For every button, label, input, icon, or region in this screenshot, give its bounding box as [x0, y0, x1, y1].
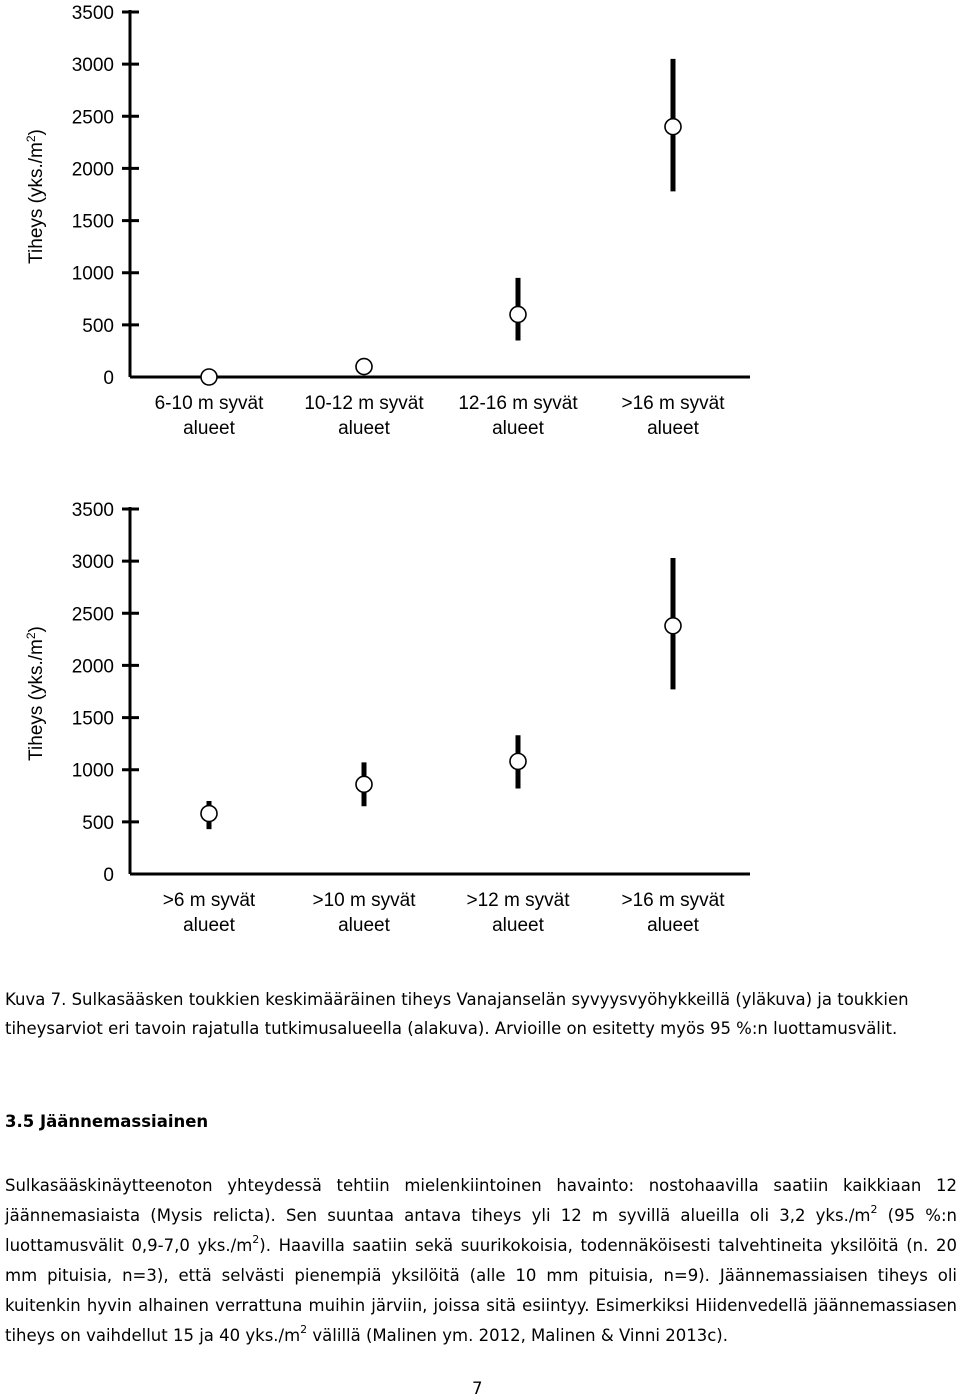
- page-number: 7: [472, 1379, 483, 1398]
- data-point-marker: [356, 776, 372, 792]
- superscript: 2: [870, 1203, 878, 1216]
- x-category-label: alueet: [647, 418, 699, 439]
- y-tick-label: 0: [103, 865, 114, 886]
- y-axis-title-main: Tiheys (yks./m: [26, 639, 47, 761]
- y-tick-label: 2000: [71, 656, 114, 678]
- y-tick-label: 3500: [71, 500, 114, 521]
- y-tick-label: 2500: [71, 604, 114, 626]
- y-tick-label: 1500: [71, 708, 114, 730]
- y-axis-title-superscript: 2: [24, 135, 38, 143]
- y-tick-label: 0: [103, 368, 114, 389]
- y-axis-title: [24, 129, 47, 264]
- y-tick-label: 1000: [71, 263, 114, 285]
- data-point-marker: [356, 359, 372, 375]
- y-tick-label: 500: [82, 812, 114, 834]
- y-tick-label: 3000: [71, 552, 114, 574]
- x-category-label: alueet: [338, 915, 390, 936]
- data-point-marker: [665, 618, 681, 634]
- x-category-label: >10 m syvät: [312, 890, 416, 911]
- body-text-part: välillä (Malinen ym. 2012, Malinen & Vinni 2013c).: [307, 1326, 728, 1345]
- data-point-marker: [201, 806, 217, 822]
- x-category-label: 12-16 m syvät: [458, 393, 578, 414]
- y-tick-label: 500: [82, 315, 114, 337]
- x-category-label: >16 m syvät: [621, 890, 725, 911]
- x-category-label: >12 m syvät: [466, 890, 570, 911]
- x-category-label: alueet: [183, 418, 235, 439]
- x-category-label: alueet: [338, 418, 390, 439]
- figure-caption: Kuva 7. Sulkasääsken toukkien keskimääräinen tiheys Vanajanselän syvyysvyöhykkeillä (yläkuva) ja toukkien tiheysarviot eri tavoin rajatulla tutkimusalueella (alakuva). Arvioille on esitetty myös 95 %:n luottamusvälit.: [5, 990, 909, 1038]
- body-text-part: Sulkasääskinäytteenoton yhteydessä tehtiin mielenkiintoinen havainto: nostohaavilla saatiin kaikkiaan 12 jäännemasiaista (Mysis relicta). Sen suuntaa antava tiheys yli 12 m syvillä alueilla oli 3,2 yks./m: [5, 1176, 957, 1225]
- superscript: 2: [252, 1233, 260, 1246]
- section-heading: 3.5 Jäännemassiainen: [5, 1112, 209, 1131]
- y-axis-title-superscript: 2: [24, 632, 38, 640]
- y-tick-label: 1000: [71, 760, 114, 782]
- x-category-label: 6-10 m syvät: [154, 393, 264, 414]
- superscript: 2: [300, 1323, 308, 1336]
- y-axis-title: [24, 626, 47, 761]
- x-category-label: alueet: [647, 915, 699, 936]
- data-point-marker: [510, 306, 526, 322]
- y-axis-title-end: ): [26, 129, 47, 136]
- x-category-label: alueet: [183, 915, 235, 936]
- y-axis-title-end: ): [26, 626, 47, 633]
- y-tick-label: 2500: [71, 107, 114, 129]
- bottom-chart: [0, 497, 960, 957]
- y-tick-label: 3000: [71, 55, 114, 77]
- x-category-label: alueet: [492, 418, 544, 439]
- body-paragraph: [5, 1171, 957, 1351]
- y-tick-label: 2000: [71, 159, 114, 181]
- data-point-marker: [201, 369, 217, 385]
- body-text-part: ). Haavilla saatiin sekä suurikokoisia, todennäköisesti talvehtineita yksilöitä (n. 20 mm pituisia, n=3), että selvästi pienempiä yksilöitä (alle 10 mm pituisia, n=9). Jäännemassiaisen tiheys oli kuitenkin hyvin alhainen verrattuna muihin järviin, joissa sitä esiintyy. Esimerkiksi Hiidenvedellä jäännemassiasen tiheys on vaihdellut 15 ja 40 yks./m: [5, 1236, 957, 1345]
- y-tick-label: 1500: [71, 211, 114, 233]
- x-category-label: >6 m syvät: [162, 890, 256, 911]
- y-axis-title-main: Tiheys (yks./m: [26, 142, 47, 264]
- top-chart: [0, 0, 960, 460]
- body-text-part: (95 %:n luottamusvälit 0,9-7,0 yks./m: [5, 1206, 957, 1255]
- x-category-label: >16 m syvät: [621, 393, 725, 414]
- x-category-label: alueet: [492, 915, 544, 936]
- data-point-marker: [665, 119, 681, 135]
- x-category-label: 10-12 m syvät: [304, 393, 424, 414]
- data-point-marker: [510, 753, 526, 769]
- y-tick-label: 3500: [71, 3, 114, 24]
